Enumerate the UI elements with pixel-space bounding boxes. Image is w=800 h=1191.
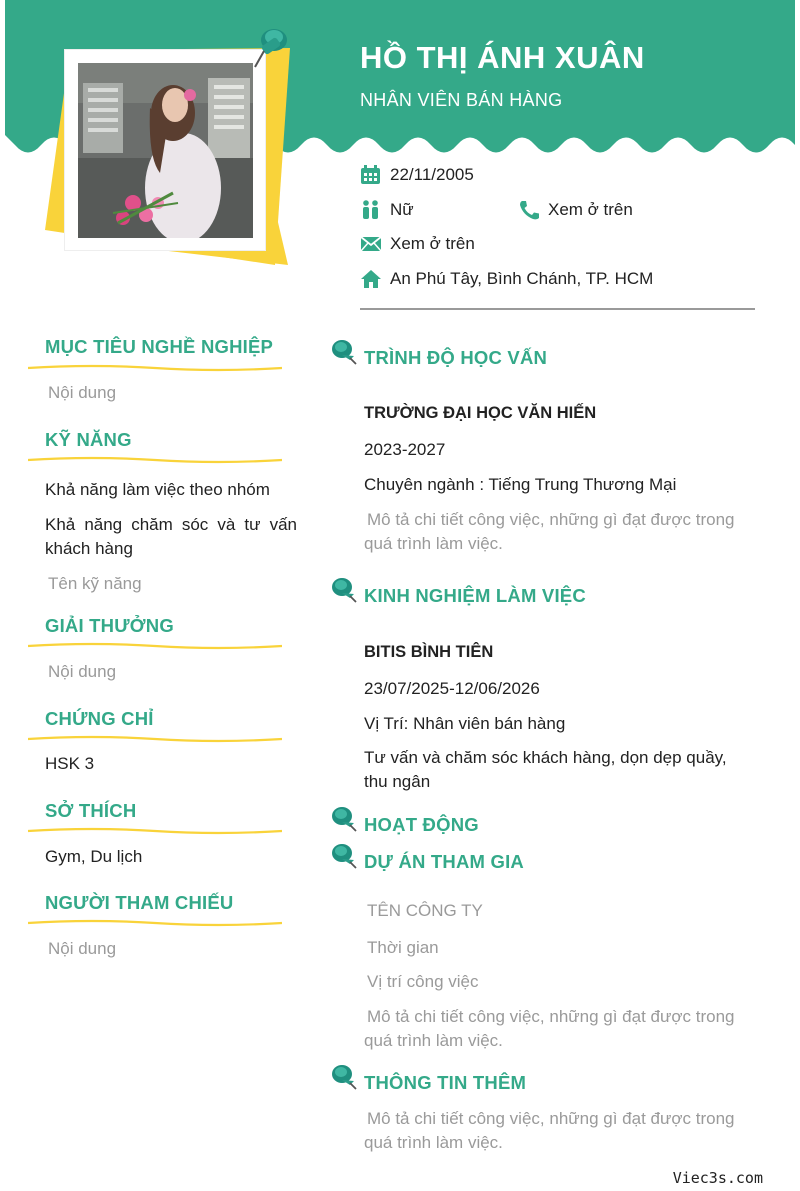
experience-period: 23/07/2025-12/06/2026	[364, 679, 540, 698]
education-description[interactable]: Mô tả chi tiết công việc, những gì đạt được trong quá trình làm việc.	[364, 510, 735, 553]
skill-item: Khả năng làm việc theo nhóm	[45, 480, 270, 499]
section-underline	[28, 455, 282, 465]
section-underline	[28, 826, 282, 836]
contact-gender	[360, 200, 414, 220]
pushpin-icon	[328, 1063, 358, 1093]
references-content[interactable]: Nội dung	[48, 939, 117, 958]
certificates-title: CHỨNG CHỈ	[45, 708, 154, 729]
birthday-value: 22/11/2005	[390, 165, 474, 184]
contact-email	[360, 234, 475, 254]
projects-title: DỰ ÁN THAM GIA	[364, 851, 524, 872]
skill-placeholder[interactable]: Tên kỹ năng	[48, 574, 142, 593]
additional-description[interactable]: Mô tả chi tiết công việc, những gì đạt được trong quá trình làm việc.	[364, 1109, 735, 1152]
awards-content[interactable]: Nội dung	[48, 662, 117, 681]
hobbies-content: Gym, Du lịch	[45, 847, 143, 866]
certificates-content: HSK 3	[45, 754, 95, 773]
gender-icon	[360, 200, 382, 220]
objective-title: MỤC TIÊU NGHỀ NGHIỆP	[45, 336, 274, 357]
contact-divider	[360, 308, 755, 310]
education-title: TRÌNH ĐỘ HỌC VẤN	[364, 347, 548, 368]
email-icon	[360, 234, 382, 254]
pushpin-icon	[328, 576, 358, 606]
pushpin-icon	[328, 338, 358, 368]
activities-title: HOẠT ĐỘNG	[364, 814, 479, 835]
phone-value[interactable]: Xem ở trên	[548, 200, 633, 219]
contact-phone	[518, 200, 633, 220]
skills-title: KỸ NĂNG	[45, 429, 132, 450]
hobbies-title: SỞ THÍCH	[45, 800, 137, 821]
contact-address	[360, 269, 653, 289]
objective-content[interactable]: Nội dung	[48, 383, 117, 402]
awards-title: GIẢI THƯỞNG	[45, 615, 174, 636]
additional-title: THÔNG TIN THÊM	[364, 1072, 527, 1093]
education-school: TRƯỜNG ĐẠI HỌC VĂN HIẾN	[364, 404, 597, 422]
phone-icon	[518, 200, 540, 220]
candidate-name: HỒ THỊ ÁNH XUÂN	[360, 40, 645, 75]
pushpin-icon	[250, 25, 290, 70]
experience-title: KINH NGHIỆM LÀM VIỆC	[364, 585, 586, 606]
projects-position[interactable]: Vị trí công việc	[367, 972, 479, 991]
projects-time[interactable]: Thời gian	[367, 938, 439, 957]
address-value: An Phú Tây, Bình Chánh, TP. HCM	[390, 269, 654, 288]
contact-birthday	[360, 165, 474, 185]
pushpin-icon	[328, 842, 358, 872]
references-title: NGƯỜI THAM CHIẾU	[45, 892, 234, 913]
education-major: Chuyên ngành : Tiếng Trung Thương Mại	[364, 475, 677, 494]
education-period: 2023-2027	[364, 440, 446, 459]
gender-value: Nữ	[390, 200, 414, 219]
section-underline	[28, 918, 282, 928]
skill-item: Khả năng chăm sóc và tư vấn khách hàng	[45, 515, 297, 558]
pushpin-icon	[328, 805, 358, 835]
profile-photo	[78, 63, 253, 238]
section-underline	[28, 363, 282, 373]
experience-description: Tư vấn và chăm sóc khách hàng, dọn dẹp quầy, thu ngân	[364, 748, 727, 791]
section-underline	[28, 641, 282, 651]
calendar-icon	[360, 165, 382, 185]
home-icon	[360, 269, 382, 289]
email-value[interactable]: Xem ở trên	[390, 234, 475, 253]
projects-description[interactable]: Mô tả chi tiết công việc, những gì đạt được trong quá trình làm việc.	[364, 1007, 735, 1050]
section-underline	[28, 734, 282, 744]
projects-company[interactable]: TÊN CÔNG TY	[367, 901, 483, 920]
experience-position: Vị Trí: Nhân viên bán hàng	[364, 714, 566, 733]
watermark: Viec3s.com	[672, 1169, 763, 1187]
experience-company: BITIS BÌNH TIÊN	[364, 643, 494, 661]
job-title: NHÂN VIÊN BÁN HÀNG	[360, 90, 563, 110]
